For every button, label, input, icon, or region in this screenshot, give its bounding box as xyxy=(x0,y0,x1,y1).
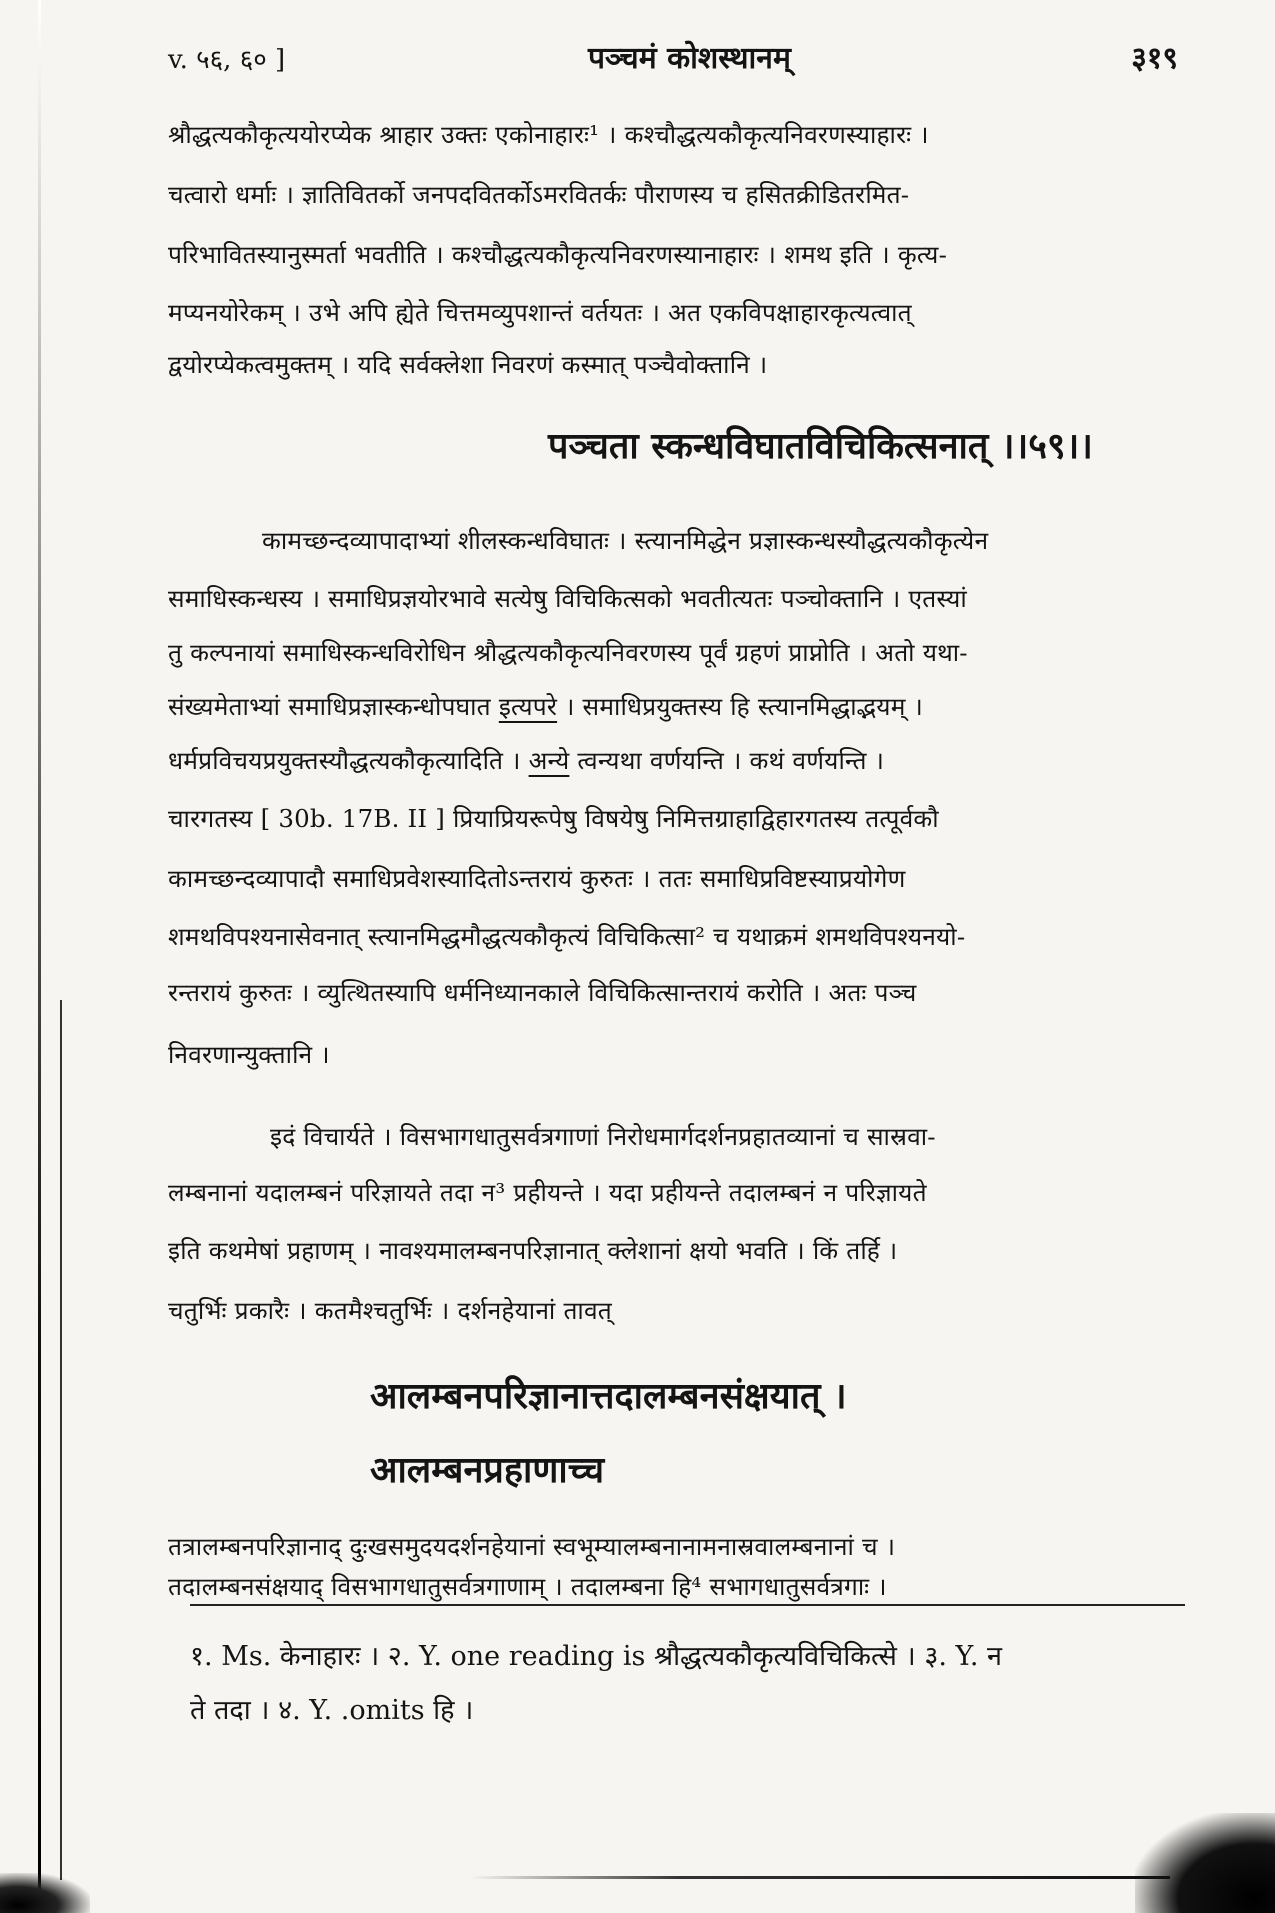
text-line: चारगतस्य [ 30b. 17B. II ] प्रियाप्रियरूपेषु विषयेषु निमित्तग्राहाद्विहारगतस्य तत्पूर्वकौ xyxy=(168,804,939,833)
chapter-title: पञ्चमं कोशस्थानम् xyxy=(588,41,791,76)
footnote-rule xyxy=(190,1604,1185,1606)
binding-shadow xyxy=(60,1000,62,1880)
karika-59: पञ्चता स्कन्धविघातविचिकित्सनात् ।।५९।। xyxy=(548,425,1093,467)
text-line: निवरणान्युक्तानि । xyxy=(168,1040,330,1069)
text-line: द्वयोरप्येकत्वमुक्तम् । यदि सर्वक्लेशा निवरणं कस्मात् पञ्चैवोक्तानि । xyxy=(168,350,768,379)
text-line xyxy=(168,744,1188,777)
text-line: इति कथमेषां प्रहाणम् । नावश्यमालम्बनपरिज्ञानात् क्लेशानां क्षयो भवति । किं तर्हि । xyxy=(168,1236,898,1265)
line-segment: धर्मप्रविचयप्रयुक्तस्यौद्धत्यकौकृत्यादिति । xyxy=(168,746,529,775)
text-line: तदालम्बनसंक्षयाद् विसभागधातुसर्वत्रगाणाम् । तदालम्बना हि⁴ सभागधातुसर्वत्रगाः । xyxy=(168,1572,887,1601)
karika-60-b: आलम्बनप्रहाणाच्च xyxy=(370,1449,605,1491)
page-number: ३१९ xyxy=(1131,41,1178,76)
text-line: मप्यनयोरेकम् । उभे अपि ह्येते चित्तमव्युपशान्तं वर्तयतः । अत एकविपक्षाहारकृत्यत्वात् xyxy=(168,298,912,327)
karika-60-a: आलम्बनपरिज्ञानात्तदालम्बनसंक्षयात् । xyxy=(370,1375,847,1417)
text-line: चतुर्भिः प्रकारैः । कतमैश्चतुर्भिः । दर्शनहेयानां तावत् xyxy=(168,1296,612,1325)
running-header xyxy=(168,36,1178,86)
underlined-ityapare: इत्यपरे xyxy=(498,692,558,721)
text-line: श्रौद्धत्यकौकृत्ययोरप्येक श्राहार उक्तः एकोनाहारः¹ । कश्चौद्धत्यकौकृत्यनिवरणस्याहारः । xyxy=(168,120,929,149)
scan-smudge xyxy=(0,1873,90,1913)
text-line: कामच्छन्दव्यापादौ समाधिप्रवेशस्यादितोऽन्तरायं कुरुतः । ततः समाधिप्रविष्टस्याप्रयोगेण xyxy=(168,864,906,893)
text-line: रन्तरायं कुरुतः । व्युत्थितस्यापि धर्मनिध्यानकाले विचिकित्सान्तरायं करोति । अतः पञ्च xyxy=(168,978,917,1007)
text-line: कामच्छन्दव्यापादाभ्यां शीलस्कन्धविघातः । स्त्यानमिद्धेन प्रज्ञास्कन्धस्यौद्धत्यकौकृत्येन xyxy=(262,526,989,555)
text-line: चत्वारो धर्माः । ज्ञातिवितर्को जनपदवितर्कोऽमरवितर्कः पौराणस्य च हसितक्रीडितरमित- xyxy=(168,180,910,209)
text-line: इदं विचार्यते । विसभागधातुसर्वत्रगाणां निरोधमार्गदर्शनप्रहातव्यानां च सास्रवा- xyxy=(270,1122,936,1151)
text-line: परिभावितस्यानुस्मर्ता भवतीति । कश्चौद्धत्यकौकृत्यनिवरणस्यानाहारः । शमथ इति । कृत्य- xyxy=(168,240,948,269)
line-segment: त्वन्यथा वर्णयन्ति । कथं वर्णयन्ति । xyxy=(569,746,885,775)
text-line: लम्बनानां यदालम्बनं परिज्ञायते तदा न³ प्रहीयन्ते । यदा प्रहीयन्ते तदालम्बनं न परिज्ञायते xyxy=(168,1178,927,1207)
text-line: तत्रालम्बनपरिज्ञानाद् दुःखसमुदयदर्शनहेयानां स्वभूम्यालम्बनानामनास्रवालम्बनानां च । xyxy=(168,1532,896,1561)
line-segment: । समाधिप्रयुक्तस्य हि स्त्यानमिद्धाद्भयम् । xyxy=(557,692,924,721)
line-segment: संख्यमेताभ्यां समाधिप्रज्ञास्कन्धोपघात xyxy=(168,692,499,721)
scan-artifact xyxy=(470,1876,1170,1879)
footnote-line: १. Ms. केनाहारः । २. Y. one reading is श्रौद्धत्यकौकृत्यविचिकित्से । ३. Y. न xyxy=(190,1641,1003,1672)
underlined-anye: अन्ये xyxy=(528,746,570,775)
text-line: शमथविपश्यनासेवनात् स्त्यानमिद्धमौद्धत्यकौकृत्यं विचिकित्सा² च यथाक्रमं शमथविपश्यनयो- xyxy=(168,922,966,951)
footnote-line: ते तदा । ४. Y. .omits हि । xyxy=(190,1695,474,1726)
text-line: समाधिस्कन्धस्य । समाधिप्रज्ञयोरभावे सत्येषु विचिकित्सको भवतीत्यतः पञ्चोक्तानि । एतस्यां xyxy=(168,584,967,613)
verse-range: v. ५६, ६० ] xyxy=(168,45,286,75)
binding-edge xyxy=(38,0,41,1913)
text-line xyxy=(168,690,1188,723)
scan-smudge xyxy=(1135,1813,1275,1913)
text-line: तु कल्पनायां समाधिस्कन्धविरोधिन श्रौद्धत्यकौकृत्यनिवरणस्य पूर्वं ग्रहणं प्राप्नोति । अतो यथा- xyxy=(168,638,968,667)
